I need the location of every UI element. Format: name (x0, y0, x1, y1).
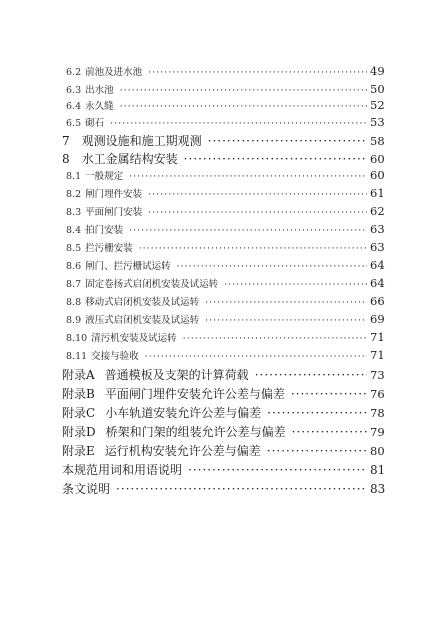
toc-entry-title: 交接与验收 (91, 351, 139, 362)
toc-entry-number: 8.8 (66, 297, 82, 308)
toc-entry-number: 6.4 (66, 101, 82, 112)
toc-entry-appendix-a (62, 366, 384, 383)
dot-leader (148, 207, 367, 218)
toc-entry-page: 63 (370, 222, 385, 236)
toc-entry-title: 闸门埋件安装 (85, 189, 143, 200)
toc-entry-number: 8.6 (66, 261, 82, 272)
toc-entry-title: 拍门安装 (85, 225, 124, 236)
toc-entry-title: 清污机安装及试运转 (91, 333, 177, 344)
toc-entry-number: 8.5 (66, 243, 82, 254)
toc-entry-title: 闸门、拦污栅试运转 (85, 261, 171, 272)
dot-leader (205, 315, 367, 326)
toc-entry-8-6 (66, 258, 384, 272)
dot-leader (291, 387, 367, 401)
toc-entry-title: 拦污栅安装 (85, 243, 133, 254)
toc-entry-page: 64 (370, 258, 385, 272)
toc-entry-number: 7 (62, 134, 70, 148)
dot-leader (267, 444, 367, 458)
dot-leader (183, 333, 367, 344)
toc-entry-8-8 (66, 294, 384, 308)
toc-entry-appendix-b (62, 385, 384, 402)
toc-entry-number: 8.10 (66, 333, 88, 344)
toc-entry-page: 50 (370, 82, 385, 96)
toc-entry-title: 出水池 (85, 85, 114, 96)
toc-entry-8 (62, 150, 384, 167)
toc-entry-title: 前池及进水池 (85, 67, 143, 78)
toc-entry-7 (62, 132, 384, 149)
dot-leader (208, 134, 367, 148)
toc-entry-page: 60 (370, 168, 385, 182)
toc-entry-page: 52 (370, 98, 385, 112)
toc-entry-number: 附录A (62, 368, 95, 382)
toc-entry-6-4 (66, 98, 384, 112)
toc-entry-page: 64 (370, 276, 385, 290)
toc-entry-title: 砌石 (85, 118, 105, 129)
toc-entry-wording-explanation (62, 461, 384, 478)
toc-entry-8-2 (66, 186, 384, 200)
toc-entry-6-2 (66, 64, 384, 78)
dot-leader (177, 261, 367, 272)
dot-leader (267, 406, 367, 420)
dot-leader (148, 189, 367, 200)
dot-leader (224, 279, 367, 290)
dot-leader (139, 243, 367, 254)
toc-entry-8-11 (66, 348, 384, 362)
dot-leader (120, 85, 367, 96)
toc-entry-number: 8.9 (66, 315, 82, 326)
dot-leader (120, 101, 367, 112)
dot-leader (255, 368, 367, 382)
toc-entry-title: 普通模板及支架的计算荷载 (104, 368, 249, 382)
toc-entry-number: 6.3 (66, 85, 82, 96)
toc-entry-title: 固定卷扬式启闭机安装及试运转 (85, 279, 219, 290)
toc-entry-page: 61 (370, 186, 385, 200)
toc-entry-title: 一般规定 (85, 171, 124, 182)
toc-entry-appendix-e (62, 442, 384, 459)
toc-entry-title: 条文说明 (62, 482, 111, 496)
toc-entry-page: 83 (370, 482, 386, 496)
dot-leader (145, 351, 367, 362)
toc-entry-number: 附录D (62, 425, 96, 439)
toc-entry-page: 58 (370, 134, 385, 148)
dot-leader (188, 463, 367, 477)
dot-leader (184, 152, 367, 166)
dot-leader (292, 425, 367, 439)
dot-leader (205, 297, 367, 308)
toc-entry-title: 本规范用词和用语说明 (62, 463, 183, 477)
dot-leader (116, 482, 367, 496)
toc-entry-number: 8.7 (66, 279, 82, 290)
toc-entry-number: 8.3 (66, 207, 82, 218)
toc-entry-title: 永久缝 (85, 101, 114, 112)
toc-entry-6-5 (66, 115, 384, 129)
toc-entry-number: 8.2 (66, 189, 82, 200)
toc-entry-number: 6.2 (66, 67, 82, 78)
toc-entry-title: 桥架和门架的组装允许公差与偏差 (105, 425, 286, 439)
toc-entry-number: 附录C (62, 406, 96, 420)
toc-entry-8-5 (66, 240, 384, 254)
toc-entry-page: 71 (370, 348, 385, 362)
toc-entry-page: 53 (370, 115, 385, 129)
toc-entry-page: 63 (370, 240, 385, 254)
toc-entry-page: 69 (370, 312, 385, 326)
toc-entry-page: 49 (370, 64, 385, 78)
toc-entry-number: 附录E (62, 444, 95, 458)
toc-entry-title: 平面闸门埋件安装允许公差与偏差 (104, 387, 285, 401)
toc-entry-title: 水工金属结构安装 (81, 152, 178, 166)
toc-entry-8-1 (66, 168, 384, 182)
toc-entry-number: 8.1 (66, 171, 82, 182)
dot-leader (110, 118, 367, 129)
dot-leader (129, 225, 367, 236)
toc-entry-number: 8.4 (66, 225, 82, 236)
toc-entry-8-7 (66, 276, 384, 290)
toc-entry-appendix-d (62, 423, 384, 440)
toc-entry-8-9 (66, 312, 384, 326)
toc-entry-title: 移动式启闭机安装及试运转 (85, 297, 200, 308)
dot-leader (129, 171, 367, 182)
toc-entry-number: 8.11 (66, 351, 88, 362)
toc-entry-page: 80 (370, 444, 385, 458)
toc-entry-page: 60 (370, 152, 385, 166)
toc-entry-page: 76 (370, 387, 385, 401)
toc-entry-number: 附录B (62, 387, 95, 401)
toc-entry-page: 78 (370, 406, 385, 420)
toc-entry-8-4 (66, 222, 384, 236)
toc-entry-appendix-c (62, 404, 384, 421)
toc-entry-page: 62 (370, 204, 385, 218)
toc-entry-number: 6.5 (66, 118, 82, 129)
toc-entry-page: 79 (370, 425, 385, 439)
toc-entry-6-3 (66, 82, 384, 96)
toc-entry-title: 小车轨道安装允许公差与偏差 (105, 406, 262, 420)
toc-entry-article-explanation (62, 480, 384, 497)
toc-entry-page: 71 (370, 330, 385, 344)
toc-entry-page: 81 (370, 463, 386, 477)
toc-entry-title: 观测设施和施工期观测 (81, 134, 202, 148)
toc-entry-title: 液压式启闭机安装及试运转 (85, 315, 200, 326)
toc-entry-page: 66 (370, 294, 385, 308)
dot-leader (148, 67, 367, 78)
toc-entry-8-3 (66, 204, 384, 218)
toc-entry-page: 73 (370, 368, 385, 382)
toc-entry-title: 运行机构安装允许公差与偏差 (104, 444, 261, 458)
toc-entry-8-10 (66, 330, 384, 344)
toc-entry-title: 平面闸门安装 (85, 207, 143, 218)
toc-entry-number: 8 (62, 152, 70, 166)
